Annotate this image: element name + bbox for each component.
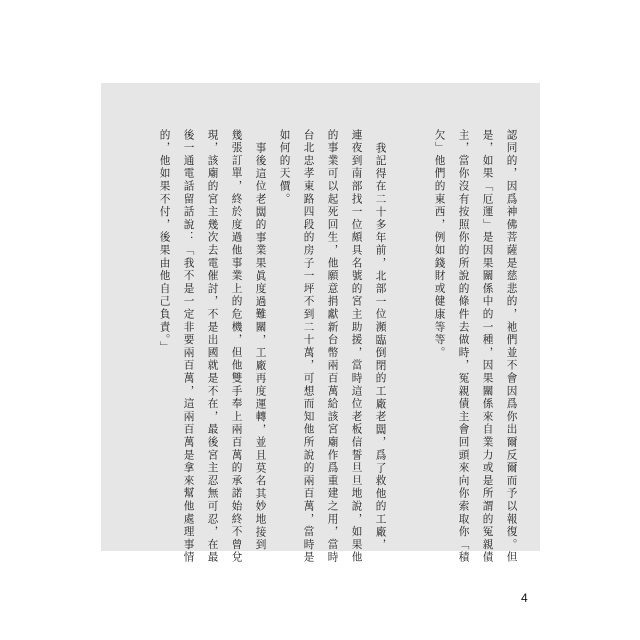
page-number: 4 bbox=[521, 591, 528, 605]
text-line: 台北忠孝東路四段的房子一坪不到二十萬，可想而知他所說的兩百萬，當時是 bbox=[302, 129, 315, 565]
body-text bbox=[101, 83, 540, 565]
text-line: 的事業可以起死回生，他願意捐獻新台幣兩百萬給該宮廟作爲重建之用，當時 bbox=[326, 129, 339, 565]
text-line: 我記得在二十多年前，北部一位瀕臨倒閉的工廠老闆，爲了救他的工廠， bbox=[374, 142, 387, 552]
text-line: 主，當你沒有按照你的所說的條件去做時，冤親債主會回頭來向你索取你「積 bbox=[457, 129, 470, 565]
text-line: 的，他如果不付，後果由他自己負責。」 bbox=[158, 129, 171, 355]
text-line: 欠」他們的東西，例如錢財或健康等等。 bbox=[433, 129, 446, 360]
text-line: 事後這位老闆的事業果眞度過難關，工廠再度運轉，並且莫名其妙地接到 bbox=[254, 142, 267, 552]
text-line: 如何的天價。 bbox=[278, 129, 291, 206]
text-line: 認同的，因爲神佛菩薩是慈悲的，祂們並不會因爲你出爾反爾而予以報復。但 bbox=[505, 129, 518, 565]
text-line: 連夜到南部找一位頗具名號的宮主助援，當時這位老板信誓旦旦地說，如果他 bbox=[350, 129, 363, 565]
text-line: 幾張訂單，終於度過他事業上的危機，但他雙手奉上兩百萬的承諾始終不曾兌 bbox=[230, 129, 243, 565]
text-panel bbox=[101, 83, 540, 565]
text-line: 是，如果「厄運」是因果關係中的一種，因果關係來自業力或是所謂的冤親債 bbox=[481, 129, 494, 565]
text-line: 後一通電話留話說：「我不是一定非要兩百萬，這兩百萬是拿來幫他處理事情 bbox=[182, 129, 195, 565]
text-line: 現，該廟的宮主幾次去電催討，不是出國就是不在，最後宮主忍無可忍，在最 bbox=[206, 129, 219, 565]
